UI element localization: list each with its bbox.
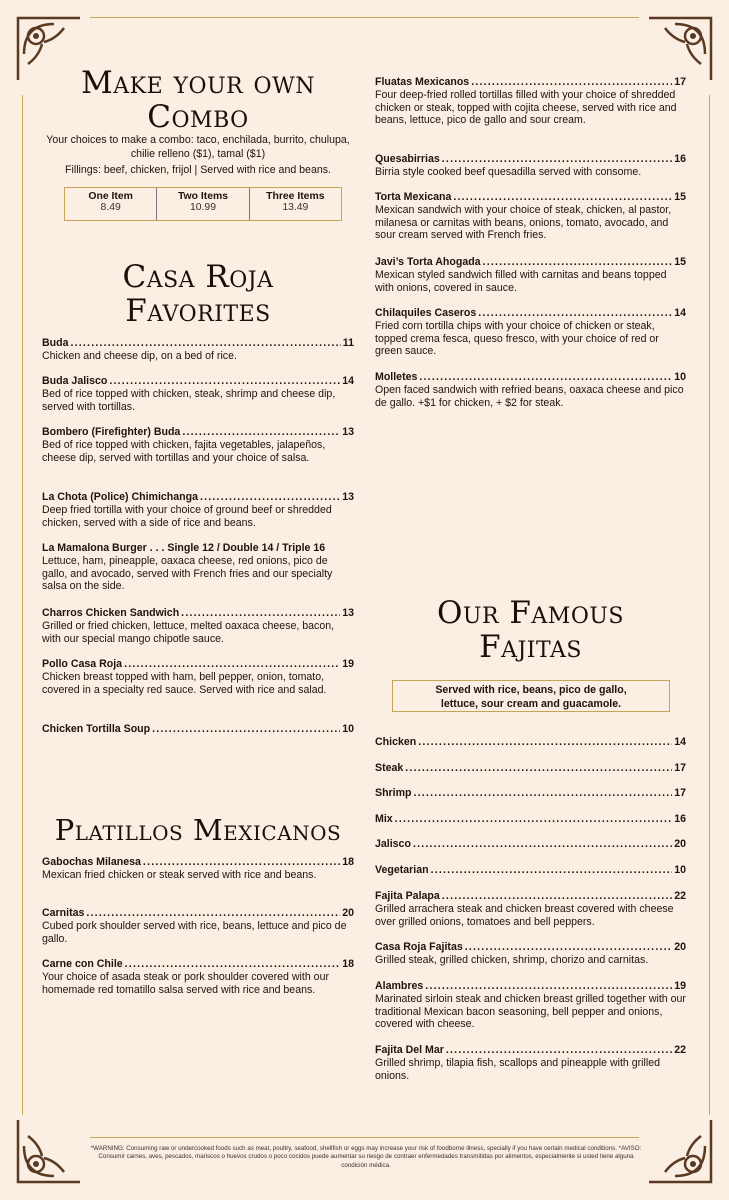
item-name: Shrimp [375,787,412,799]
item-description: Four deep-fried rolled tortillas filled with your choice of shredded chicken or steak, topped with cojita cheese, served with rice and beans, lettuce, pico de gallo and sour cream. [375,88,677,127]
combo-option-price: 10.99 [189,202,216,213]
menu-item [375,762,686,775]
combo-title-line1: Make your own [81,65,315,101]
item-description: Mexican sandwich with your choice of steak, chicken, al pastor, milanesa or carnitas with beans, onions, tomato, avocado, and sour cream served with French fries. [375,203,672,242]
menu-item [42,856,354,882]
menu-item [375,941,686,967]
item-price: 22 [674,890,686,902]
menu-item [375,813,686,826]
corner-ornament-icon [645,14,715,84]
corner-ornament-icon [645,1116,715,1186]
item-description: Chicken breast topped with ham, bell pepper, onion, tomato, covered in a specialty red sauce. Served with rice and salad. [42,670,327,696]
food-warning: *WARNING: Consuming raw or undercooked foods such as meat, poultry, seafood, shellfish or eggs may increase your risk of foodborne illness, specially if you have certain medical conditions. *AVISO: Consumir carnes, aves, pescados, mariscos o huevos crudos o poco cocidos puede aumentar su riesgo de contraer enfermedades transmitidas por alimentos, especialmente si usted tiene alguna condición médica. [90,1145,642,1169]
menu-item [375,864,686,877]
item-price: 14 [674,307,686,319]
item-name: Bombero (Firefighter) Buda [42,426,181,438]
combo-option-price: 13.49 [282,202,309,213]
combo-choices: Your choices to make a combo: taco, enchilada, burrito, chulupa, chilie relleno ($1), tamal ($1) [46,134,350,160]
frame-line-top [90,17,639,18]
combo-title [42,66,354,134]
menu-item [375,838,686,851]
menu-item [42,375,354,413]
menu-item [375,76,686,127]
item-price: 10 [674,864,686,876]
item-description: Mexican fried chicken or steak served with rice and beans. [42,868,317,881]
fajitas-served-line2: lettuce, sour cream and guacamole. [440,698,622,710]
item-price: 18 [342,958,354,970]
item-name: Mix [375,813,393,825]
item-name: Gabochas Milanesa [42,856,141,868]
item-price: 16 [674,813,686,825]
menu-item [42,491,354,529]
item-name: Chicken Tortilla Soup [42,723,151,735]
item-description: Grilled or fried chicken, lettuce, melted oaxaca cheese, bacon, with our special mango chipotle sauce. [42,619,335,645]
item-price: 17 [674,762,686,774]
item-description: Grilled steak, grilled chicken, shrimp, chorizo and carnitas. [375,953,649,966]
item-name: Casa Roja Fajitas [375,941,463,953]
item-name: Fajita Del Mar [375,1044,444,1056]
menu-item [375,191,686,242]
combo-option-label: Three Items [266,191,325,202]
corner-ornament-icon [14,1116,84,1186]
item-name: Carnitas [42,907,85,919]
item-description: Bed of rice topped with chicken, steak, shrimp and cheese dip, served with tortillas. [42,387,336,413]
item-name: Buda Jalisco [42,375,108,387]
item-price: 15 [674,256,686,268]
combo-option [156,188,248,220]
item-price: 13 [342,426,354,438]
combo-fillings: Fillings: beef, chicken, frijol | Served with rice and beans. [65,164,331,176]
item-name: Quesabirrias [375,153,440,165]
menu-item [42,958,354,996]
menu-item [42,723,354,736]
item-price: 20 [674,838,686,850]
item-description: Lettuce, ham, pineapple, oaxaca cheese, red onions, pico de gallo, and avocado, served with French fries and our specialty salsa on the side. [42,554,333,593]
item-name: Steak [375,762,404,774]
combo-option [249,188,341,220]
item-price: 17 [674,76,686,88]
item-description: Cubed pork shoulder served with rice, beans, lettuce and pico de gallo. [42,919,347,945]
menu-item [375,256,686,294]
item-price: 16 [674,153,686,165]
item-description: Bed of rice topped with chicken, fajita vegetables, jalapeños, cheese dip, served with tortillas and your choice of salsa. [42,438,326,464]
item-price: 10 [674,371,686,383]
menu-item [42,658,354,696]
menu-item [375,980,686,1031]
item-name: Torta Mexicana [375,191,452,203]
favorites-title [42,260,354,328]
frame-line-bottom [90,1137,639,1138]
combo-option-label: One Item [88,191,133,202]
combo-price-table [64,187,342,221]
item-price: 14 [674,736,686,748]
item-name: Jalisco [375,838,411,850]
favorites-title-line1: Casa Roja [122,259,274,295]
item-name: Buda [42,337,69,349]
menu-item [375,371,686,409]
combo-option-price: 8.49 [100,202,121,213]
combo-option-label: Two Items [177,191,229,202]
item-price: 19 [342,658,354,670]
menu-item [375,890,686,928]
item-price: 11 [342,337,354,349]
item-price: 14 [342,375,354,387]
item-name: Vegetarian [375,864,429,876]
item-price: 10 [342,723,354,735]
menu-item [375,736,686,749]
item-name: Chicken [375,736,417,748]
menu-item [42,607,354,645]
item-name: Charros Chicken Sandwich [42,607,180,619]
menu-item [375,153,686,179]
fajitas-title [375,596,686,664]
item-price: 17 [674,787,686,799]
menu-item [42,426,354,464]
item-price: 19 [674,980,686,992]
frame-line-right [709,95,710,1115]
fajitas-served-with-box [392,680,670,712]
item-price: 18 [342,856,354,868]
favorites-title-line2: Favorites [125,293,271,329]
item-price: 15 [674,191,686,203]
item-name: Pollo Casa Roja [42,658,123,670]
item-name: Alambres [375,980,424,992]
item-price: 20 [342,907,354,919]
menu-item [375,787,686,800]
item-description: Deep fried tortilla with your choice of ground beef or shredded chicken, served with a side of rice and beans. [42,503,332,529]
menu-item [375,1044,686,1082]
item-name: La Mamalona Burger . . . Single 12 / Double 14 / Triple 16 [42,542,326,554]
combo-option [65,188,156,220]
combo-title-line2: Combo [147,99,249,135]
item-description: Birria style cooked beef quesadilla served with consome. [375,165,642,178]
menu-item [375,307,686,358]
menu-item [42,907,354,945]
fajitas-title-line1: Our Famous [437,595,624,631]
menu-item [42,542,354,593]
item-description: Your choice of asada steak or pork shoulder covered with our homemade red tomatillo salsa served with rice and beans. [42,970,329,996]
item-name: La Chota (Police) Chimichanga [42,491,198,503]
item-name: Carne con Chile [42,958,123,970]
item-price: 13 [342,607,354,619]
menu-item [42,337,354,363]
platillos-title: Platillos Mexicanos [54,813,342,847]
item-description: Fried corn tortilla chips with your choice of chicken or steak, topped crema fesca, queso fresco, with your choice of red or green sauce. [375,319,659,358]
item-name: Molletes [375,371,418,383]
item-price: 13 [342,491,354,503]
item-price: 20 [674,941,686,953]
item-name: Fluatas Mexicanos [375,76,470,88]
item-description: Open faced sandwich with refried beans, oaxaca cheese and pico de gallo. +$1 for chicken, + $2 for steak. [375,383,684,409]
item-description: Grilled shrimp, tilapia fish, scallops and pineapple with grilled onions. [375,1056,660,1082]
item-name: Chilaquiles Caseros [375,307,477,319]
item-description: Grilled arrachera steak and chicken breast covered with cheese over grilled onions, tomatoes and bell peppers. [375,902,674,928]
fajitas-title-line2: Fajitas [479,629,582,665]
item-price: 22 [674,1044,686,1056]
fajitas-served-line1: Served with rice, beans, pico de gallo, [435,684,627,696]
frame-line-left [22,95,23,1115]
item-description: Chicken and cheese dip, on a bed of rice. [42,349,237,362]
item-description: Marinated sirloin steak and chicken breast grilled together with our traditional Mexican bacon seasoning, bell pepper and onions, covered with cheese. [375,992,686,1031]
item-name: Javi’s Torta Ahogada [375,256,481,268]
item-name: Fajita Palapa [375,890,440,902]
item-description: Mexican styled sandwich filled with carnitas and beans topped with onions, covered in sauce. [375,268,667,294]
